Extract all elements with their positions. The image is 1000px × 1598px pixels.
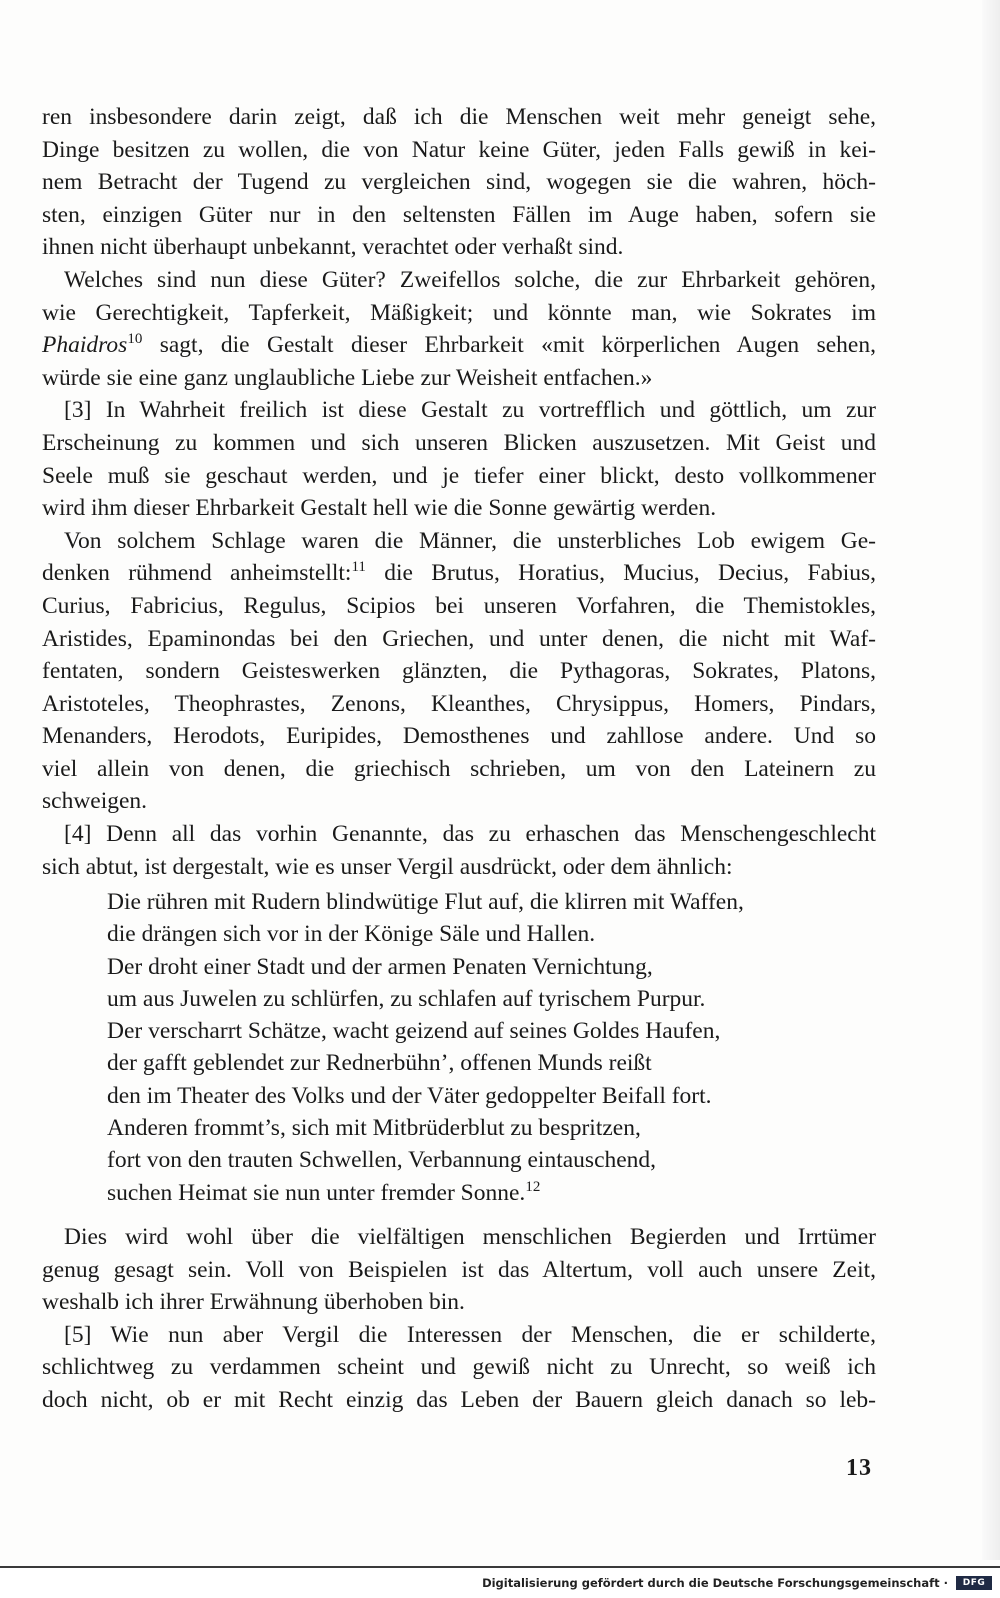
text-line: ren insbesondere darin zeigt, daß ich die Menschen weit mehr geneigt sehe, — [42, 104, 876, 130]
text-line: doch nicht, ob er mit Recht einzig das Leben der Bauern gleich danach so leb- — [42, 1386, 876, 1413]
text-line: ihnen nicht überhaupt unbekannt, verachtet oder verhaßt sind. — [42, 234, 624, 261]
dfg-logo: DFG — [956, 1576, 992, 1590]
page-edge-shadow — [982, 0, 1000, 1560]
text-line: schlichtweg zu verdammen scheint und gewiß nicht zu Unrecht, so weiß ich — [42, 1354, 876, 1381]
italic-title: Phaidros — [42, 332, 128, 359]
text-line: Seele muß sie geschaut werden, und je tiefer einer blickt, desto vollkommener — [42, 462, 876, 489]
funding-credit: Digitalisierung gefördert durch die Deutsche Forschungsgemeinschaft · — [482, 1576, 948, 1590]
text-line: schweigen. — [42, 788, 148, 815]
text-line: Curius, Fabricius, Regulus, Scipios bei unseren Vorfahren, die Themistokles, — [42, 592, 876, 619]
text-line: wird ihm dieser Ehrbarkeit Gestalt hell wie die Sonne gewärtig werden. — [42, 495, 717, 522]
text-line — [42, 329, 876, 362]
text-line: genug gesagt sein. Voll von Beispielen ist das Altertum, voll auch unsere Zeit, — [42, 1256, 876, 1283]
verse-line: den im Theater des Volks und der Väter gedoppelter Beifall fort. — [107, 1082, 712, 1109]
text-line-part: denken rühmend anheimstellt: — [42, 560, 352, 587]
verse-line: Anderen frommt’s, sich mit Mitbrüderblut zu bespritzen, — [107, 1115, 641, 1142]
text-line: Menanders, Herodots, Euripides, Demosthenes und zahllose andere. Und so — [42, 723, 876, 750]
verse-line — [107, 1177, 867, 1209]
verse-line-text: suchen Heimat sie nun unter fremder Sonne. — [107, 1179, 526, 1206]
footnote-marker: 12 — [525, 1178, 541, 1195]
verse-line: Der droht einer Stadt und der armen Penaten Vernichtung, — [107, 953, 653, 980]
text-line: [4] Denn all das vorhin Genannte, das zu erhaschen das Menschengeschlecht — [64, 821, 876, 848]
text-line: Dies wird wohl über die vielfältigen menschlichen Begierden und Irrtümer — [64, 1224, 876, 1250]
text-line: viel allein von denen, die griechisch schrieben, um von den Lateinern zu — [42, 755, 876, 782]
main-text-block — [42, 101, 876, 883]
verse-line: Der verscharrt Schätze, wacht geizend auf seines Goldes Haufen, — [107, 1018, 721, 1045]
verse-line: fort von den trauten Schwellen, Verbannung eintauschend, — [107, 1147, 657, 1174]
text-line: sten, einzigen Güter nur in den seltensten Fällen im Auge haben, sofern sie — [42, 201, 876, 228]
text-line: Von solchem Schlage waren die Männer, die unsterbliches Lob ewigem Ge- — [64, 527, 876, 554]
text-line: wie Gerechtigkeit, Tapferkeit, Mäßigkeit; und könnte man, wie Sokrates im — [42, 299, 876, 326]
footnote-marker: 10 — [127, 331, 143, 348]
verse-line: die drängen sich vor in der Könige Säle und Hallen. — [107, 921, 596, 948]
text-line: [3] In Wahrheit freilich ist diese Gestalt zu vortrefflich und göttlich, um zur — [64, 397, 876, 424]
footnote-marker: 11 — [351, 559, 366, 576]
text-line: [5] Wie nun aber Vergil die Interessen der Menschen, die er schilderte, — [64, 1321, 876, 1348]
text-line — [42, 557, 876, 590]
text-line: Dinge besitzen zu wollen, die von Natur keine Güter, jeden Falls gewiß in kei- — [42, 136, 876, 163]
text-line: würde sie eine ganz unglaubliche Liebe zur Weisheit entfachen.» — [42, 364, 653, 391]
text-line: Erscheinung zu kommen und sich unseren Blicken auszusetzen. Mit Geist und — [42, 429, 876, 456]
text-line: sich abtut, ist dergestalt, wie es unser Vergil ausdrückt, oder dem ähnlich: — [42, 853, 733, 880]
verse-line: Die rühren mit Rudern blindwütige Flut auf, die klirren mit Waffen, — [107, 889, 744, 915]
text-line: Aristoteles, Theophrastes, Zenons, Kleanthes, Chrysippus, Homers, Pindars, — [42, 690, 876, 717]
text-line: fentaten, sondern Geisteswerken glänzten, die Pythagoras, Sokrates, Platons, — [42, 658, 876, 685]
text-line-rest: sagt, die Gestalt dieser Ehrbarkeit «mit körperlichen Augen sehen, — [142, 332, 876, 359]
text-line-rest: die Brutus, Horatius, Mucius, Decius, Fabius, — [365, 560, 876, 587]
text-line: Welches sind nun diese Güter? Zweifellos solche, die zur Ehrbarkeit gehören, — [64, 266, 876, 293]
verse-line: um aus Juwelen zu schlürfen, zu schlafen auf tyrischem Purpur. — [107, 985, 706, 1012]
text-line: nem Betracht der Tugend zu vergleichen sind, wogegen sie die wahren, höch- — [42, 169, 876, 196]
text-line: weshalb ich ihrer Erwähnung überhoben bin. — [42, 1289, 465, 1316]
verse-line: der gafft geblendet zur Rednerbühn’, offenen Munds reißt — [107, 1050, 652, 1077]
text-line: Aristides, Epaminondas bei den Griechen, und unter denen, die nicht mit Waf- — [42, 625, 876, 652]
verse-quotation — [107, 886, 867, 1209]
digitization-footer — [0, 1566, 1000, 1598]
closing-text-block — [42, 1221, 876, 1417]
page-number: 13 — [846, 1455, 872, 1481]
